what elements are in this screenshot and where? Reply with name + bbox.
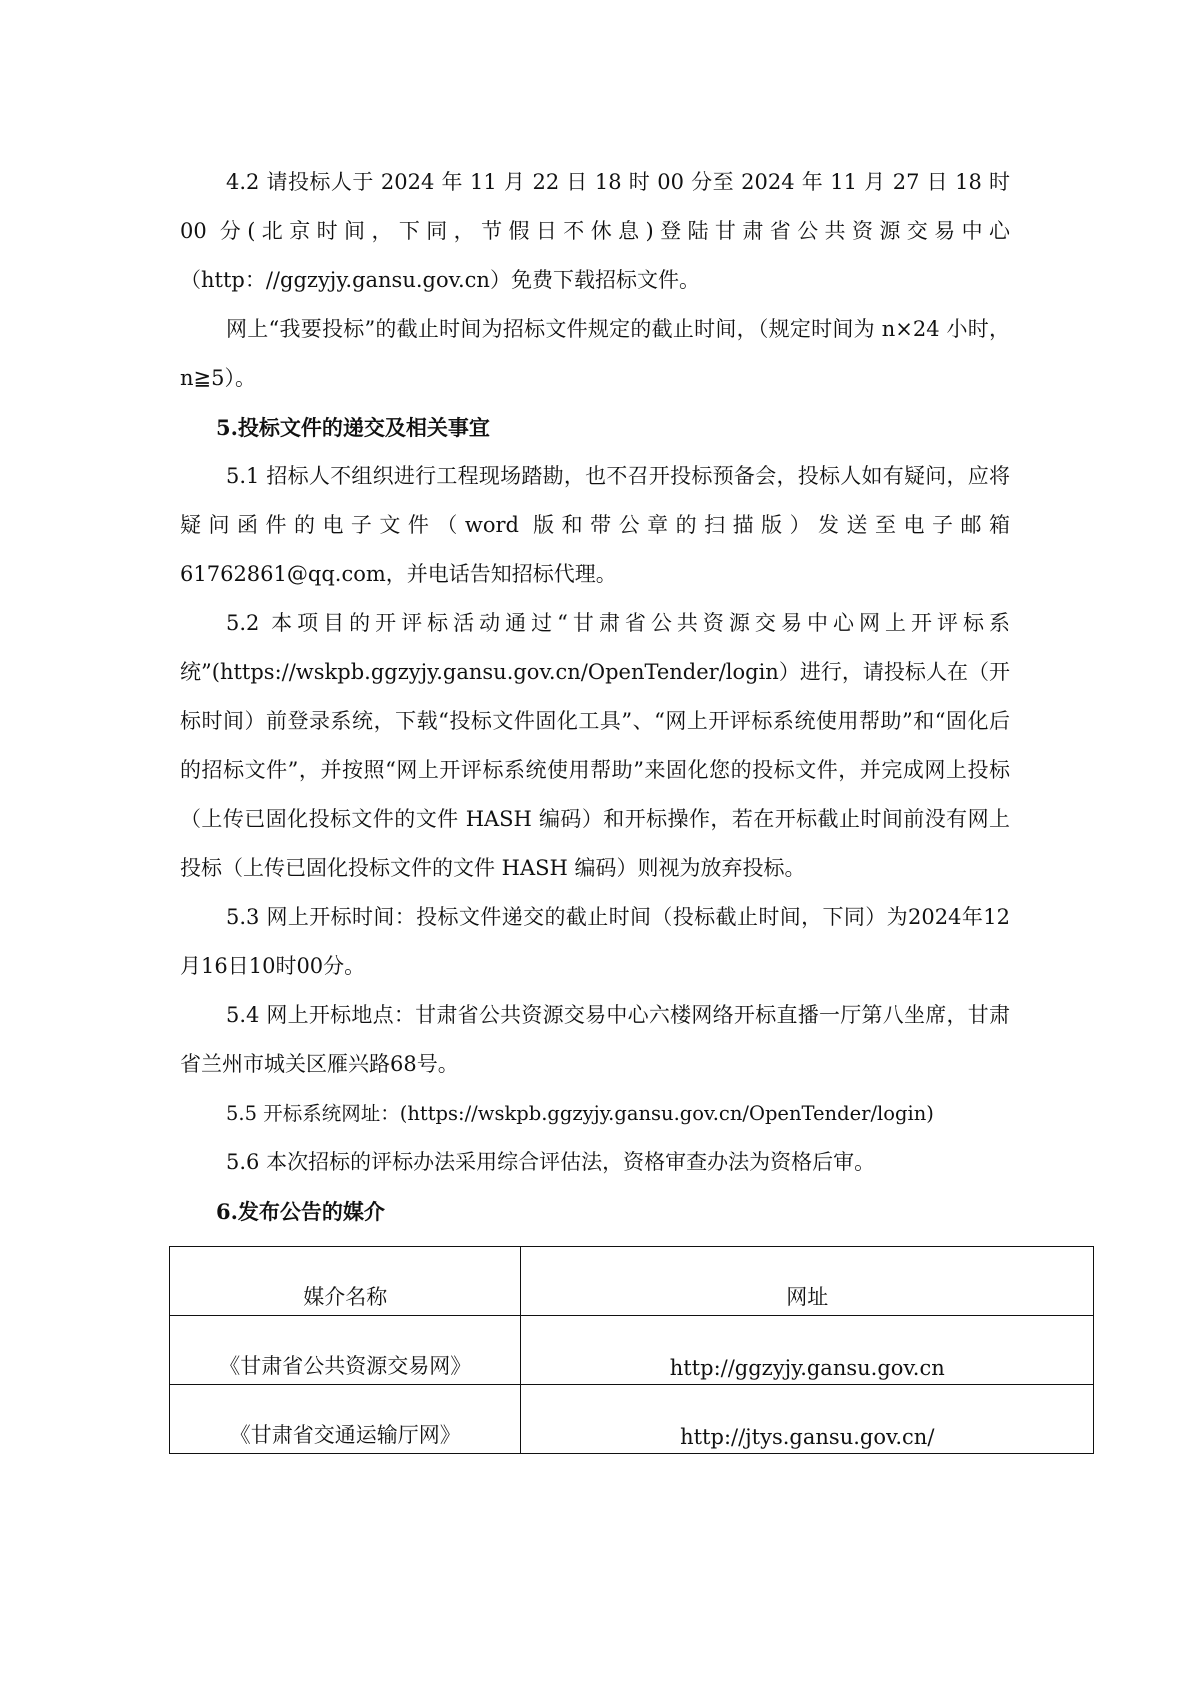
paragraph-5-6: 5.6 本次招标的评标办法采用综合评估法，资格审查办法为资格后审。 <box>226 1150 876 1174</box>
media-table-header-row <box>170 1247 1094 1316</box>
paragraph-4-2-deadline: 网上“我要投标”的截止时间为招标文件规定的截止时间，（规定时间为 n×24 小时，n≧5）。 <box>180 317 1010 390</box>
media-name-cell: 《甘肃省交通运输厅网》 <box>170 1385 521 1454</box>
media-table <box>169 1246 1094 1454</box>
table-row <box>170 1385 1094 1454</box>
paragraph-5-5: 5.5 开标系统网址：(https://wskpb.ggzyjy.gansu.gov.cn/OpenTender/login) <box>226 1102 934 1125</box>
paragraph-5-2: 5.2 本项目的开评标活动通过“甘肃省公共资源交易中心网上开评标系统”(https://wskpb.ggzyjy.gansu.gov.cn/OpenTender/login）进行，请投标人在（开标时间）前登录系统，下载“投标文件固化工具”、“网上开评标系统使用帮助”和“固化后的招标文件”，并按照“网上开评标系统使用帮助”来固化您的投标文件，并完成网上投标（上传已固化投标文件的文件 HASH 编码）和开标操作，若在开标截止时间前没有网上投标（上传已固化投标文件的文件 HASH 编码）则视为放弃投标。 <box>180 611 1010 880</box>
section-heading-6: 6.发布公告的媒介 <box>216 1199 385 1224</box>
document-body <box>180 158 1010 1236</box>
media-name-header: 媒介名称 <box>170 1247 521 1316</box>
paragraph-5-4: 5.4 网上开标地点：甘肃省公共资源交易中心六楼网络开标直播一厅第八坐席，甘肃省兰州市城关区雁兴路68号。 <box>180 1003 1010 1076</box>
media-name-cell: 《甘肃省公共资源交易网》 <box>170 1316 521 1385</box>
media-url-cell: http://jtys.gansu.gov.cn/ <box>521 1385 1094 1454</box>
paragraph-4-2: 4.2 请投标人于 2024 年 11 月 22 日 18 时 00 分至 2024 年 11 月 27 日 18 时 00 分(北京时间，下同，节假日不休息)登陆甘肃省公共资源交易中心（http：//ggzyjy.gansu.gov.cn）免费下载招标文件。 <box>180 170 1010 292</box>
media-url-header: 网址 <box>521 1247 1094 1316</box>
paragraph-5-1: 5.1 招标人不组织进行工程现场踏勘，也不召开投标预备会，投标人如有疑问，应将疑问函件的电子文件（word 版和带公章的扫描版）发送至电子邮箱 61762861@qq.com，并电话告知招标代理。 <box>180 464 1010 586</box>
paragraph-5-3: 5.3 网上开标时间：投标文件递交的截止时间（投标截止时间，下同）为2024年12月16日10时00分。 <box>180 905 1010 978</box>
table-row <box>170 1316 1094 1385</box>
media-url-cell: http://ggzyjy.gansu.gov.cn <box>521 1316 1094 1385</box>
section-heading-5: 5.投标文件的递交及相关事宜 <box>216 415 490 440</box>
